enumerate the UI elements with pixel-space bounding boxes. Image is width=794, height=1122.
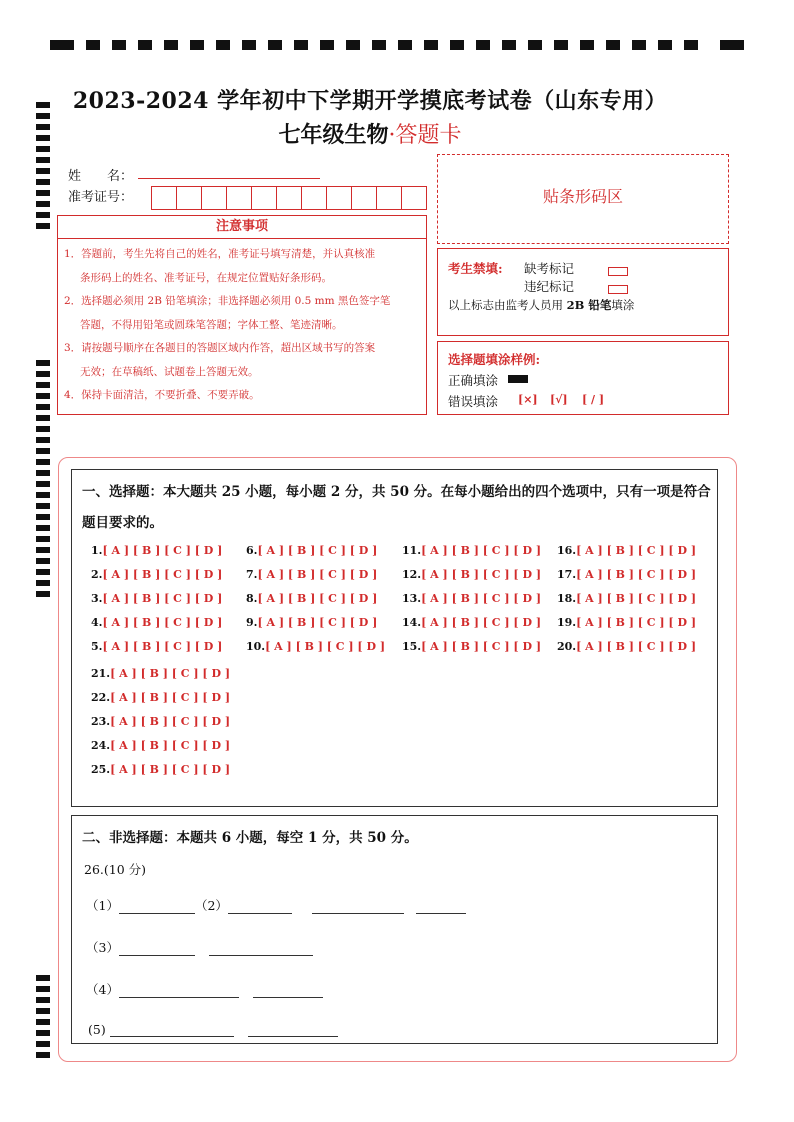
question-option-row[interactable]: [91, 691, 230, 704]
question-number: 22.: [91, 691, 111, 704]
question-option-row[interactable]: [402, 568, 541, 581]
question-number: 20.: [557, 640, 577, 653]
answer-choices[interactable]: [ A ] [ B ] [ C ] [ D ]: [576, 616, 697, 629]
wrong-mark-x: [×]: [518, 393, 538, 406]
answer-choices[interactable]: [ A ] [ B ] [ C ] [ D ]: [102, 616, 223, 629]
question-option-row[interactable]: [557, 616, 696, 629]
name-field[interactable]: [138, 164, 320, 179]
timing-mark: [36, 459, 50, 465]
timing-mark: [36, 481, 50, 487]
question-option-row[interactable]: [402, 616, 541, 629]
question-option-row[interactable]: [246, 592, 377, 605]
forbidden-box: [437, 248, 729, 336]
question-option-row[interactable]: [246, 616, 377, 629]
timing-mark: [36, 382, 50, 388]
question-option-row[interactable]: [402, 544, 541, 557]
timing-mark: [216, 40, 230, 50]
question-number: 24.: [91, 739, 111, 752]
notice-item: 答题，不得用铅笔或圆珠笔答题；字体工整、笔迹清晰。: [80, 318, 343, 331]
question-number: 14.: [402, 616, 422, 629]
question-option-row[interactable]: [557, 568, 696, 581]
answer-choices[interactable]: [ A ] [ B ] [ C ] [ D ]: [102, 544, 223, 557]
answer-choices[interactable]: [ A ] [ B ] [ C ] [ D ]: [421, 616, 542, 629]
answer-choices[interactable]: [ A ] [ B ] [ C ] [ D ]: [110, 739, 231, 752]
timing-mark: [476, 40, 490, 50]
timing-mark: [658, 40, 672, 50]
timing-mark: [138, 40, 152, 50]
question-number: 15.: [402, 640, 422, 653]
timing-mark: [268, 40, 282, 50]
timing-mark: [36, 1019, 50, 1025]
timing-mark: [36, 190, 50, 196]
question-option-row[interactable]: [91, 763, 230, 776]
question-option-row[interactable]: [91, 715, 230, 728]
answer-choices[interactable]: [ A ] [ B ] [ C ] [ D ]: [576, 592, 697, 605]
timing-mark: [36, 360, 50, 366]
wrong-fill-label: 错误填涂: [448, 394, 499, 409]
timing-mark: [502, 40, 516, 50]
timing-mark: [36, 997, 50, 1003]
timing-mark: [36, 569, 50, 575]
answer-blank[interactable]: [119, 985, 239, 998]
question-number: 1.: [91, 544, 103, 557]
notice-item: 条形码上的姓名、准考证号，在规定位置贴好条形码。: [80, 271, 332, 284]
timing-mark: [36, 212, 50, 218]
timing-mark: [36, 580, 50, 586]
answer-row-1: （1） （2）: [86, 896, 466, 914]
timing-mark: [372, 40, 386, 50]
timing-mark: [528, 40, 542, 50]
notice-item: 2．选择题必须用 2B 铅笔填涂；非选择题必须用 0.5 mm 黑色签字笔: [64, 295, 391, 307]
answer-row-5: (5): [88, 1022, 338, 1037]
timing-mark: [36, 371, 50, 377]
notice-box: [57, 215, 427, 415]
answer-blank[interactable]: [228, 901, 292, 914]
timing-mark: [36, 124, 50, 130]
fill-example-label: 选择题填涂样例:: [448, 352, 541, 367]
timing-mark: [36, 426, 50, 432]
timing-mark: [632, 40, 646, 50]
timing-mark: [398, 40, 412, 50]
answer-choices[interactable]: [ A ] [ B ] [ C ] [ D ]: [421, 568, 542, 581]
question-option-row[interactable]: [557, 640, 696, 653]
timing-mark: [36, 975, 50, 981]
answer-choices[interactable]: [ A ] [ B ] [ C ] [ D ]: [102, 568, 223, 581]
timing-mark: [36, 157, 50, 163]
timing-mark: [36, 1052, 50, 1058]
question-option-row[interactable]: [91, 640, 222, 653]
id-label: 准考证号：: [68, 190, 134, 205]
answer-choices[interactable]: [ A ] [ B ] [ C ] [ D ]: [421, 544, 542, 557]
correct-fill-sample: [508, 375, 528, 383]
notice-item: 4．保持卡面清洁，不要折叠、不要弄破。: [64, 389, 260, 401]
notice-item: 1．答题前，考生先将自己的姓名，准考证号填写清楚，并认真核准: [64, 248, 376, 260]
answer-blank[interactable]: [119, 943, 195, 956]
timing-mark: [36, 223, 50, 229]
answer-choices[interactable]: [ A ] [ B ] [ C ] [ D ]: [257, 568, 378, 581]
answer-blank[interactable]: [248, 1024, 338, 1037]
answer-blank[interactable]: [209, 943, 313, 956]
timing-mark: [36, 437, 50, 443]
forbidden-note: 以上标志由监考人员用 2B 铅笔填涂: [448, 298, 635, 312]
question-number: 16.: [557, 544, 577, 557]
forbidden-label: 考生禁填:: [448, 261, 503, 276]
correct-fill-label: 正确填涂: [448, 373, 499, 388]
question-number: 10.: [246, 640, 266, 653]
name-label: 姓 名：: [68, 169, 134, 184]
timing-mark: [36, 492, 50, 498]
timing-mark: [36, 201, 50, 207]
notice-heading: 注意事项: [58, 216, 426, 239]
answer-blank[interactable]: [416, 901, 466, 914]
answer-choices[interactable]: [ A ] [ B ] [ C ] [ D ]: [421, 640, 542, 653]
timing-mark: [50, 40, 74, 50]
exam-subtitle: 七年级生物·答题卡: [278, 122, 462, 148]
answer-choices[interactable]: [ A ] [ B ] [ C ] [ D ]: [576, 568, 697, 581]
question-number: 8.: [246, 592, 258, 605]
timing-mark: [450, 40, 464, 50]
question-option-row[interactable]: [91, 544, 222, 557]
timing-mark: [36, 1008, 50, 1014]
question-option-row[interactable]: [91, 616, 222, 629]
violation-mark-box[interactable]: [608, 279, 628, 298]
q26-label: 26.(10 分): [84, 862, 147, 877]
question-number: 13.: [402, 592, 422, 605]
question-option-row[interactable]: [91, 568, 222, 581]
question-option-row[interactable]: [91, 592, 222, 605]
answer-row-4: （4）: [86, 980, 323, 998]
answer-choices[interactable]: [ A ] [ B ] [ C ] [ D ]: [576, 544, 697, 557]
section1-title-cont: 题目要求的。: [82, 515, 163, 531]
violation-label: 违纪标记: [524, 279, 575, 294]
multiple-choice-section: [71, 469, 718, 807]
timing-mark: [36, 514, 50, 520]
question-number: 25.: [91, 763, 111, 776]
id-number-boxes[interactable]: [152, 186, 427, 210]
section2-title: 二、非选择题：本题共 6 小题，每空 1 分，共 50 分。: [82, 830, 418, 846]
timing-mark: [190, 40, 204, 50]
timing-mark: [684, 40, 698, 50]
answer-choices[interactable]: [ A ] [ B ] [ C ] [ D ]: [110, 715, 231, 728]
timing-mark: [554, 40, 568, 50]
question-number: 12.: [402, 568, 422, 581]
timing-mark: [36, 591, 50, 597]
timing-mark: [36, 558, 50, 564]
answer-blank[interactable]: [110, 1024, 234, 1037]
answer-blank[interactable]: [253, 985, 323, 998]
answer-choices[interactable]: [ A ] [ B ] [ C ] [ D ]: [257, 544, 378, 557]
answer-choices[interactable]: [ A ] [ B ] [ C ] [ D ]: [257, 616, 378, 629]
wrong-mark-check: [√]: [550, 393, 568, 406]
question-option-row[interactable]: [402, 640, 541, 653]
notice-item: 3．请按题号顺序在各题目的答题区域内作答，超出区域书写的答案: [64, 342, 376, 354]
question-number: 11.: [402, 544, 422, 557]
absent-label: 缺考标记: [524, 261, 575, 276]
timing-mark: [242, 40, 256, 50]
timing-mark: [36, 135, 50, 141]
timing-mark: [36, 1030, 50, 1036]
answer-blank[interactable]: [312, 901, 404, 914]
question-option-row[interactable]: [246, 640, 385, 653]
timing-mark: [36, 168, 50, 174]
question-number: 17.: [557, 568, 577, 581]
question-option-row[interactable]: [557, 592, 696, 605]
question-number: 19.: [557, 616, 577, 629]
question-number: 4.: [91, 616, 103, 629]
timing-mark: [36, 536, 50, 542]
timing-mark: [36, 404, 50, 410]
timing-mark: [36, 525, 50, 531]
wrong-mark-slash: [ / ]: [582, 393, 605, 406]
question-number: 3.: [91, 592, 103, 605]
answer-choices[interactable]: [ A ] [ B ] [ C ] [ D ]: [265, 640, 386, 653]
timing-mark: [294, 40, 308, 50]
exam-title: 2023-2024 学年初中下学期开学摸底考试卷（山东专用）: [72, 88, 668, 114]
question-number: 9.: [246, 616, 258, 629]
question-number: 6.: [246, 544, 258, 557]
answer-choices[interactable]: [ A ] [ B ] [ C ] [ D ]: [110, 691, 231, 704]
timing-mark: [36, 179, 50, 185]
barcode-area: 贴条形码区: [437, 154, 729, 244]
timing-mark: [164, 40, 178, 50]
timing-mark: [720, 40, 744, 50]
notice-item: 无效；在草稿纸、试题卷上答题无效。: [80, 365, 259, 378]
timing-mark: [36, 547, 50, 553]
answer-choices[interactable]: [ A ] [ B ] [ C ] [ D ]: [102, 592, 223, 605]
question-number: 18.: [557, 592, 577, 605]
timing-mark: [36, 146, 50, 152]
answer-choices[interactable]: [ A ] [ B ] [ C ] [ D ]: [110, 763, 231, 776]
timing-mark: [36, 986, 50, 992]
timing-mark: [36, 393, 50, 399]
absent-mark-box[interactable]: [608, 261, 628, 280]
question-option-row[interactable]: [91, 667, 230, 680]
answer-choices[interactable]: [ A ] [ B ] [ C ] [ D ]: [102, 640, 223, 653]
timing-mark: [580, 40, 594, 50]
answer-choices[interactable]: [ A ] [ B ] [ C ] [ D ]: [421, 592, 542, 605]
answer-choices[interactable]: [ A ] [ B ] [ C ] [ D ]: [257, 592, 378, 605]
timing-mark: [36, 415, 50, 421]
question-option-row[interactable]: [246, 544, 377, 557]
timing-mark: [606, 40, 620, 50]
timing-mark: [36, 470, 50, 476]
timing-mark: [86, 40, 100, 50]
timing-mark: [36, 448, 50, 454]
answer-row-3: （3）: [86, 938, 313, 956]
question-number: 21.: [91, 667, 111, 680]
timing-mark: [36, 503, 50, 509]
answer-blank[interactable]: [119, 901, 195, 914]
timing-mark: [36, 102, 50, 108]
fill-example-box: [437, 341, 729, 415]
question-option-row[interactable]: [402, 592, 541, 605]
question-option-row[interactable]: [91, 739, 230, 752]
timing-mark: [424, 40, 438, 50]
question-number: 2.: [91, 568, 103, 581]
question-number: 7.: [246, 568, 258, 581]
section1-title: 一、选择题：本大题共 25 小题，每小题 2 分，共 50 分。在每小题给出的四个选项中，只有一项是符合: [82, 484, 711, 500]
question-number: 23.: [91, 715, 111, 728]
timing-mark: [36, 113, 50, 119]
question-option-row[interactable]: [246, 568, 377, 581]
timing-mark: [112, 40, 126, 50]
question-option-row[interactable]: [557, 544, 696, 557]
timing-mark: [346, 40, 360, 50]
answer-choices[interactable]: [ A ] [ B ] [ C ] [ D ]: [576, 640, 697, 653]
question-number: 5.: [91, 640, 103, 653]
timing-mark: [36, 1041, 50, 1047]
free-response-section: [71, 815, 718, 1044]
timing-mark: [320, 40, 334, 50]
answer-choices[interactable]: [ A ] [ B ] [ C ] [ D ]: [110, 667, 231, 680]
